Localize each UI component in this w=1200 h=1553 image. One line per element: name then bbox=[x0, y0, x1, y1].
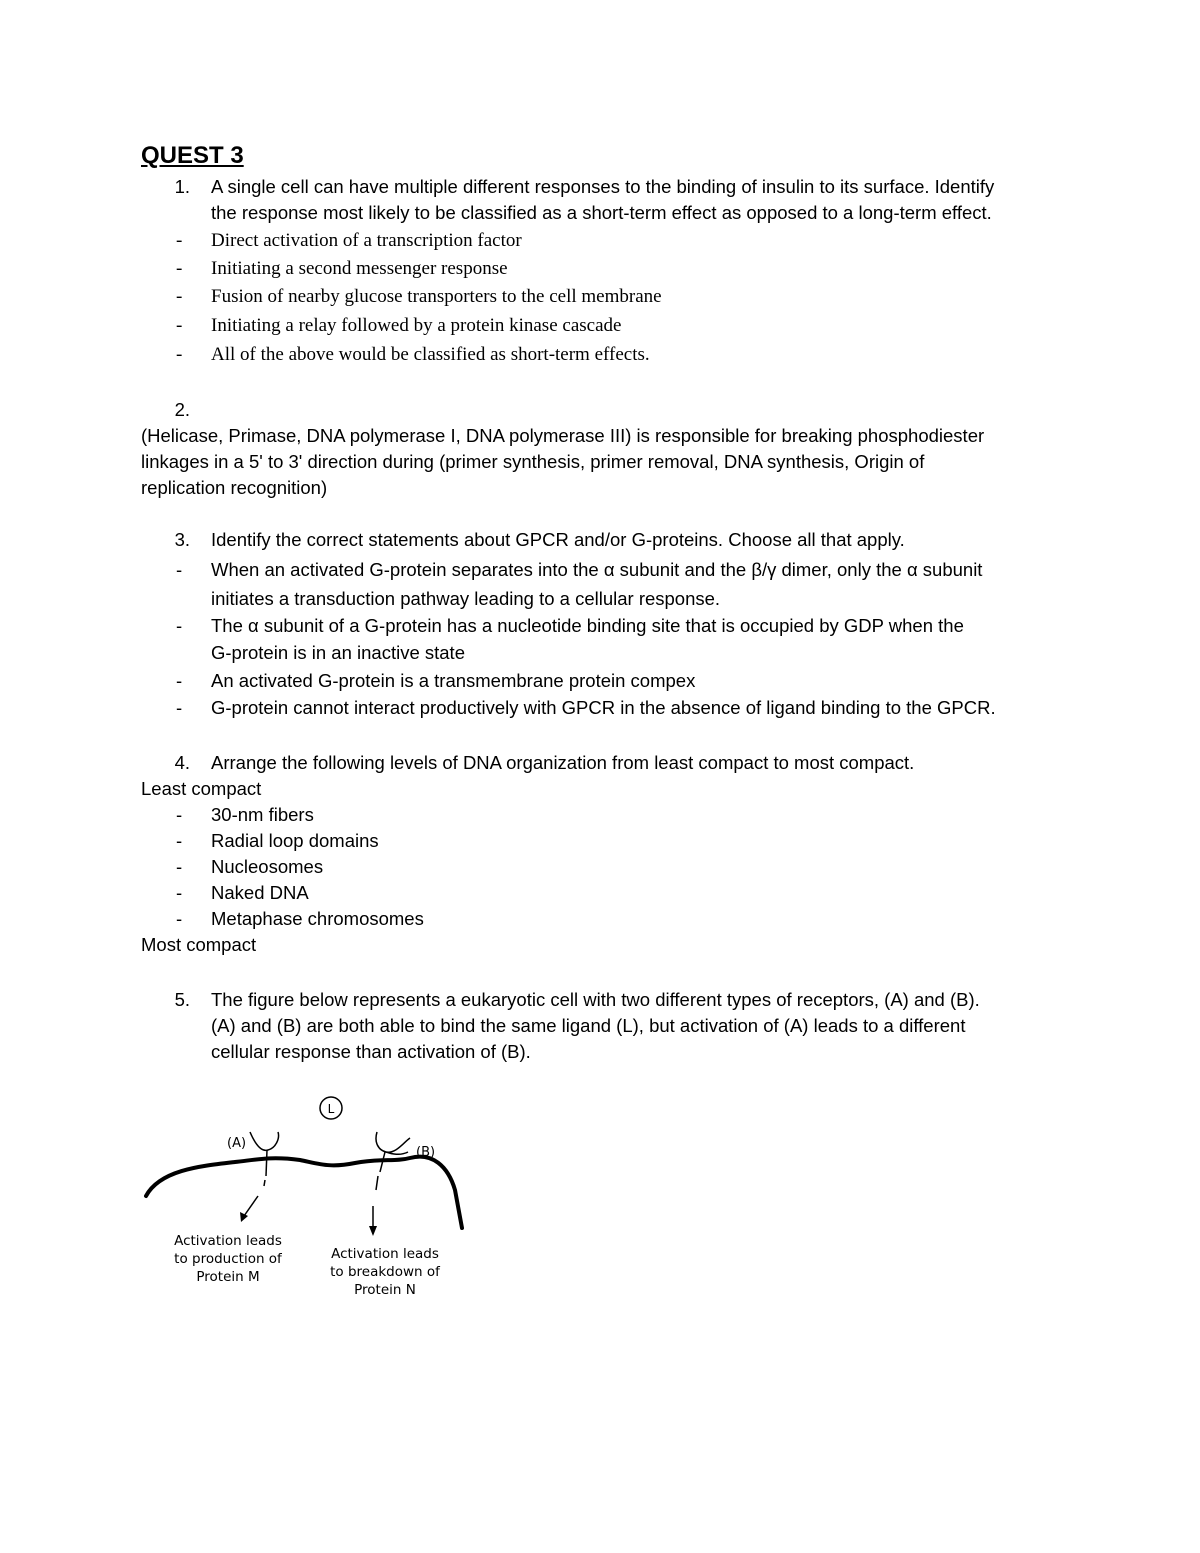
q1-text-line: A single cell can have multiple different responses to the binding of insulin to its surface. Identify bbox=[211, 176, 995, 197]
q4-most-label: Most compact bbox=[141, 934, 257, 955]
caption-b-line: Activation leads bbox=[331, 1246, 439, 1262]
q4-bullet: - bbox=[176, 882, 183, 903]
receptor-b-tail bbox=[376, 1176, 378, 1190]
ligand-label: L bbox=[327, 1102, 335, 1116]
receptor-a-stem bbox=[266, 1150, 267, 1176]
q2-text-line: (Helicase, Primase, DNA polymerase I, DNA polymerase III) is responsible for breaking phosphodiester bbox=[141, 425, 985, 446]
q4-item: Naked DNA bbox=[211, 882, 309, 903]
arrow-b-head bbox=[369, 1226, 377, 1236]
q3-option-line: G-protein is in an inactive state bbox=[211, 642, 465, 663]
q1-bullet: - bbox=[176, 258, 183, 279]
q1-bullet: - bbox=[176, 230, 183, 251]
q5-text-line: cellular response than activation of (B). bbox=[211, 1041, 531, 1062]
q3-option-line: When an activated G-protein separates into the α subunit and the β/γ dimer, only the α subunit bbox=[211, 559, 983, 580]
q2-text-line: linkages in a 5' to 3' direction during (primer synthesis, primer removal, DNA synthesis, Origin of bbox=[141, 451, 925, 472]
caption-a-line: to production of bbox=[174, 1251, 282, 1267]
q5-text-line: The figure below represents a eukaryotic cell with two different types of receptors, (A) and (B). bbox=[211, 989, 980, 1010]
receptor-b-label: (B) bbox=[416, 1145, 436, 1160]
q1-option: Fusion of nearby glucose transporters to the cell membrane bbox=[211, 286, 662, 307]
q4-bullet: - bbox=[176, 830, 183, 851]
q5-number: 5. bbox=[174, 989, 190, 1010]
q3-bullet: - bbox=[176, 697, 183, 718]
q3-number: 3. bbox=[174, 529, 190, 550]
q4-question: Arrange the following levels of DNA organization from least compact to most compact. bbox=[211, 752, 915, 773]
q2-text-line: replication recognition) bbox=[141, 477, 328, 498]
arrow-a-shaft bbox=[244, 1196, 258, 1216]
q1-option: Initiating a second messenger response bbox=[211, 258, 508, 279]
q4-item: Metaphase chromosomes bbox=[211, 908, 424, 929]
q4-item: Radial loop domains bbox=[211, 830, 379, 851]
caption-a bbox=[168, 1232, 288, 1286]
q4-number: 4. bbox=[174, 752, 190, 773]
q2-number: 2. bbox=[174, 399, 190, 420]
receptor-b-loop bbox=[386, 1152, 408, 1154]
page-title: QUEST 3 bbox=[141, 142, 244, 169]
q1-option: All of the above would be classified as short-term effects. bbox=[211, 344, 650, 365]
q4-least-label: Least compact bbox=[141, 778, 262, 799]
q3-bullet: - bbox=[176, 615, 183, 636]
q1-text-line: the response most likely to be classified as a short-term effect as opposed to a long-term effect. bbox=[211, 202, 992, 223]
q1-bullet: - bbox=[176, 286, 183, 307]
q1-bullet: - bbox=[176, 344, 183, 365]
q3-option-line: An activated G-protein is a transmembrane protein compex bbox=[211, 670, 696, 691]
q1-option: Direct activation of a transcription factor bbox=[211, 230, 522, 251]
q5-text-line: (A) and (B) are both able to bind the same ligand (L), but activation of (A) leads to a different bbox=[211, 1015, 966, 1036]
q3-question: Identify the correct statements about GPCR and/or G-proteins. Choose all that apply. bbox=[211, 529, 905, 550]
q4-bullet: - bbox=[176, 856, 183, 877]
arrow-a-head bbox=[240, 1212, 248, 1222]
q3-bullet: - bbox=[176, 559, 183, 580]
q3-bullet: - bbox=[176, 670, 183, 691]
caption-a-line: Activation leads bbox=[174, 1233, 282, 1249]
q1-option: Initiating a relay followed by a protein kinase cascade bbox=[211, 315, 622, 336]
caption-b bbox=[325, 1245, 445, 1299]
caption-a-line: Protein M bbox=[196, 1269, 260, 1285]
q4-item: 30-nm fibers bbox=[211, 804, 314, 825]
caption-b-line: to breakdown of bbox=[330, 1264, 440, 1280]
caption-b-line: Protein N bbox=[354, 1282, 416, 1298]
receptor-b-binding-site bbox=[376, 1132, 410, 1152]
q1-number: 1. bbox=[174, 176, 190, 197]
receptor-a-tail bbox=[264, 1180, 265, 1186]
q4-item: Nucleosomes bbox=[211, 856, 324, 877]
receptor-a-label: (A) bbox=[227, 1136, 247, 1151]
q4-bullet: - bbox=[176, 804, 183, 825]
cell-membrane bbox=[146, 1157, 462, 1228]
q1-bullet: - bbox=[176, 315, 183, 336]
q4-bullet: - bbox=[176, 908, 183, 929]
q3-option-line: The α subunit of a G-protein has a nucleotide binding site that is occupied by GDP when the bbox=[211, 615, 964, 636]
q3-option-line: initiates a transduction pathway leading to a cellular response. bbox=[211, 588, 721, 609]
q3-option-line: G-protein cannot interact productively with GPCR in the absence of ligand binding to the GPCR. bbox=[211, 697, 996, 718]
receptor-a-binding-site bbox=[250, 1132, 279, 1150]
